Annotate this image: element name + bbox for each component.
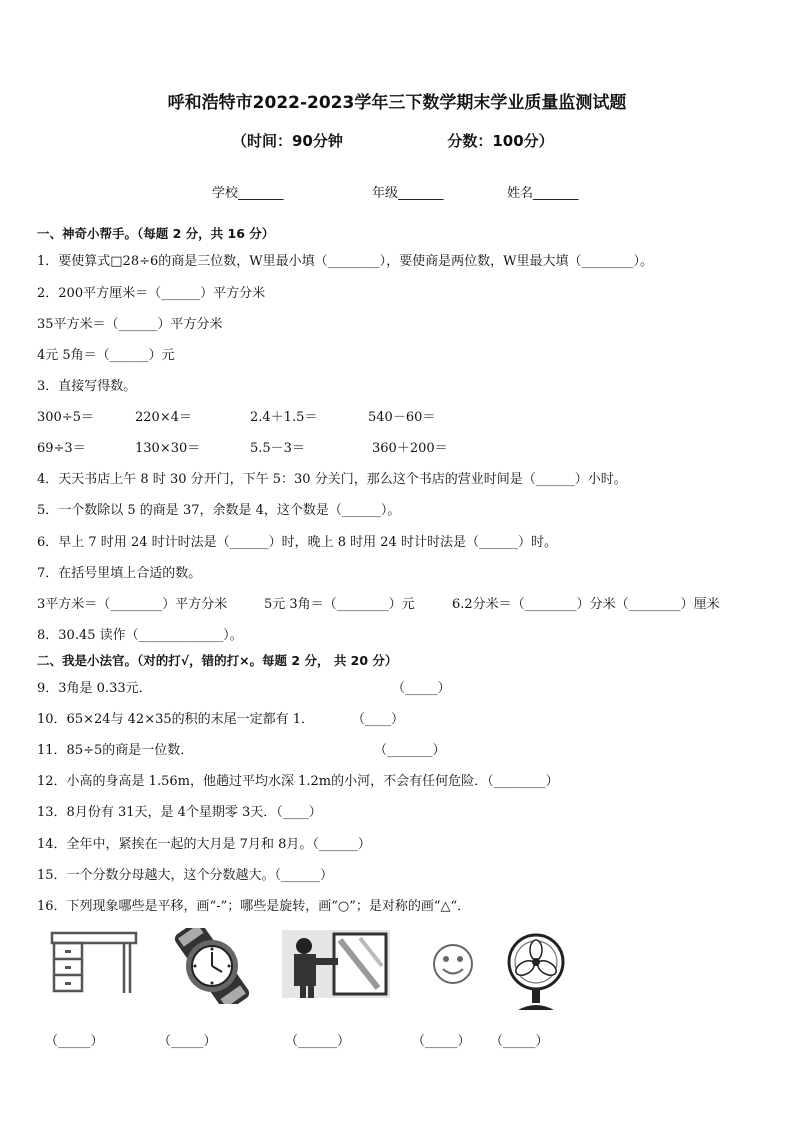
question-2c: 4元 5角＝（______）元 xyxy=(37,348,175,363)
question-8: 8．30.45 读作（_____________）。 xyxy=(37,628,243,643)
answer-blank: （_______） xyxy=(374,743,446,758)
section-1-heading: 一、神奇小帮手。（每题 2 分，共 16 分） xyxy=(37,226,275,241)
watch-icon xyxy=(164,928,260,1004)
grade-field: 年级_______ xyxy=(372,186,444,201)
fill-item: 5元 3角＝（________）元 xyxy=(264,597,415,612)
question-9: 9．3角是 0.33元． xyxy=(37,681,152,696)
calc-item: 5.5－3＝ xyxy=(250,441,305,456)
calc-item: 540－60＝ xyxy=(368,410,436,425)
school-field: 学校_______ xyxy=(212,186,284,201)
answer-blank: （_____） xyxy=(392,681,451,696)
sliding-window-icon xyxy=(282,930,390,998)
answer-blank: （_____） xyxy=(158,1034,217,1049)
desk-icon xyxy=(48,925,140,997)
question-7: 7．在括号里填上合适的数。 xyxy=(37,566,202,581)
answer-blank: （______） xyxy=(285,1034,351,1049)
fill-item: 6.2分米＝（________）分米（________）厘米 xyxy=(452,597,720,612)
calc-item: 220×4＝ xyxy=(135,410,192,425)
calc-item: 130×30＝ xyxy=(135,441,201,456)
smiley-face-icon xyxy=(430,942,476,986)
answer-blank: （_____） xyxy=(490,1034,549,1049)
calc-item: 2.4＋1.5＝ xyxy=(250,410,318,425)
question-15: 15．一个分数分母越大，这个分数越大。（______） xyxy=(37,868,334,883)
page-title: 呼和浩特市2022-2023学年三下数学期末学业质量监测试题 xyxy=(167,93,627,113)
question-16: 16．下列现象哪些是平移，画“-”；哪些是旋转，画“○”；是对称的画“△“． xyxy=(37,899,471,914)
question-11: 11．85÷5的商是一位数． xyxy=(37,743,194,758)
calc-item: 360＋200＝ xyxy=(372,441,448,456)
question-13: 13．8月份有 31天，是 4个星期零 3天．（____） xyxy=(37,805,322,820)
question-4: 4．天天书店上午 8 时 30 分开门，下午 5：30 分关门，那么这个书店的营业时间是（______）小时。 xyxy=(37,472,627,487)
question-2a: 2．200平方厘米＝（______）平方分米 xyxy=(37,286,266,301)
question-10: 10．65×24与 42×35的积的末尾一定都有 1． xyxy=(37,712,315,727)
question-12: 12．小高的身高是 1.56m，他趟过平均水深 1.2m的小河，不会有任何危险．（________） xyxy=(37,774,559,789)
answer-blank: （____） xyxy=(352,712,405,727)
question-2b: 35平方米＝（______）平方分米 xyxy=(37,317,223,332)
exam-time-score: （时间：90分钟 分数：100分） xyxy=(232,132,554,150)
answer-blank: （_____） xyxy=(45,1034,104,1049)
answer-blank: （_____） xyxy=(412,1034,471,1049)
name-field: 姓名_______ xyxy=(507,186,579,201)
section-2-heading: 二、我是小法官。（对的打√，错的打×。每题 2 分， 共 20 分） xyxy=(37,653,398,668)
calc-item: 300÷5＝ xyxy=(37,410,94,425)
question-14: 14．全年中，紧挨在一起的大月是 7月和 8月。（______） xyxy=(37,837,371,852)
question-3: 3．直接写得数。 xyxy=(37,379,137,394)
question-6: 6．早上 7 时用 24 时计时法是（______）时，晚上 8 时用 24 时计时法是（______）时。 xyxy=(37,535,557,550)
question-5: 5．一个数除以 5 的商是 37，余数是 4，这个数是（______）。 xyxy=(37,503,401,518)
question-1: 1．要使算式□28÷6的商是三位数，W里最小填（________），要使商是两位数，W里最大填（________）。 xyxy=(37,254,653,269)
calc-item: 69÷3＝ xyxy=(37,441,86,456)
electric-fan-icon xyxy=(500,932,572,1012)
fill-item: 3平方米＝（________）平方分米 xyxy=(37,597,228,612)
